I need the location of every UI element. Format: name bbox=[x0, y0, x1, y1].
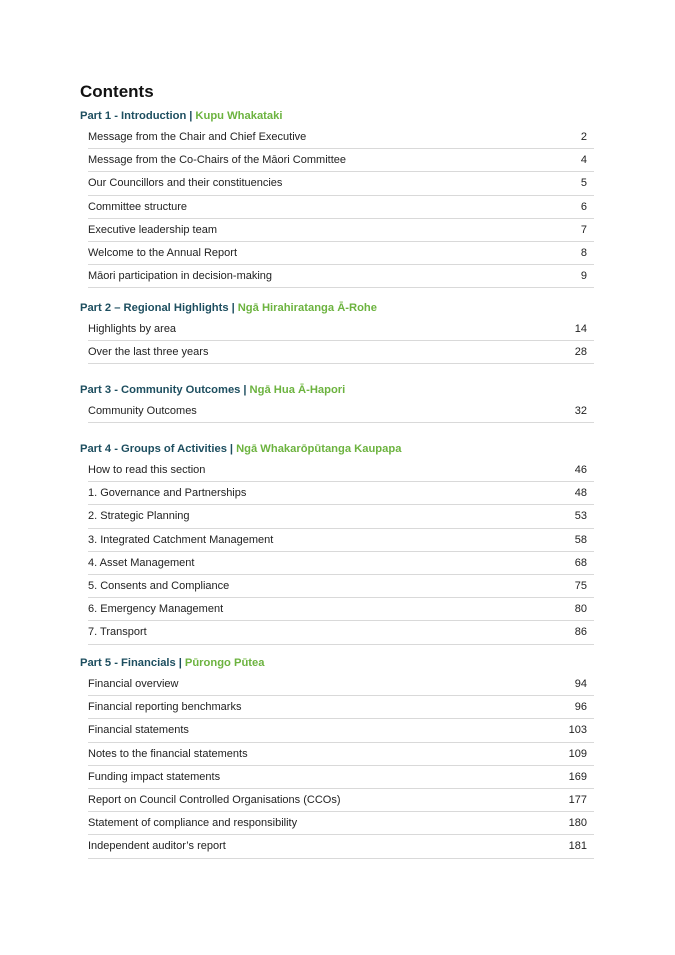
section-heading-maori: Ngā Hirahiratanga Ā-Rohe bbox=[237, 302, 377, 314]
toc-entry-label: 4. Asset Management bbox=[88, 556, 195, 569]
toc-entry[interactable] bbox=[88, 265, 594, 288]
toc-entry-label: Māori participation in decision-making bbox=[88, 270, 273, 283]
section-heading-maori: Pūrongo Pūtea bbox=[184, 657, 265, 669]
toc-entry[interactable] bbox=[88, 598, 594, 621]
section-heading bbox=[80, 380, 594, 400]
section-heading-english: Part 4 - Groups of Activities bbox=[80, 443, 227, 455]
section-heading bbox=[80, 653, 594, 673]
toc-entry-label: Message from the Chair and Chief Executive bbox=[88, 131, 307, 143]
toc-entry[interactable] bbox=[88, 242, 594, 265]
toc-entry[interactable] bbox=[88, 459, 594, 482]
toc-entry-label: Financial overview bbox=[88, 678, 179, 690]
toc-entry[interactable] bbox=[88, 696, 594, 719]
toc-entry-label: Over the last three years bbox=[88, 346, 209, 359]
toc-entry-label: Message from the Co-Chairs of the Māori Committee bbox=[88, 154, 346, 167]
toc-entry-page-number: 28 bbox=[574, 346, 587, 359]
toc-entry-label: Executive leadership team bbox=[88, 223, 218, 236]
toc-entry-label: Report on Council Controlled Organisations (CCOs) bbox=[88, 793, 341, 806]
heading-separator: | bbox=[178, 657, 182, 669]
toc-section bbox=[80, 653, 594, 859]
toc-entry[interactable] bbox=[88, 835, 594, 858]
toc-entry-page-number: 86 bbox=[574, 626, 587, 639]
toc-entry-label: Highlights by area bbox=[88, 323, 177, 335]
toc-entry-label: 5. Consents and Compliance bbox=[88, 579, 230, 592]
toc-entry[interactable] bbox=[88, 743, 594, 766]
toc-entry-page-number: 2 bbox=[580, 131, 587, 143]
toc-entry-page-number: 169 bbox=[568, 770, 587, 783]
toc-entry-label: 3. Integrated Catchment Management bbox=[88, 533, 274, 546]
toc-entry[interactable] bbox=[88, 400, 594, 423]
toc-entry-page-number: 6 bbox=[580, 200, 587, 213]
toc-entry-label: 2. Strategic Planning bbox=[88, 510, 190, 523]
section-heading-maori: Ngā Whakarōpūtanga Kaupapa bbox=[236, 443, 402, 455]
toc-entry-page-number: 75 bbox=[574, 579, 587, 592]
toc-entry[interactable] bbox=[88, 149, 594, 172]
toc-entry[interactable] bbox=[88, 673, 594, 696]
toc-section bbox=[80, 380, 594, 423]
toc-entry[interactable] bbox=[88, 219, 594, 242]
toc-entry[interactable] bbox=[88, 719, 594, 742]
section-heading-english: Part 1 - Introduction bbox=[80, 110, 187, 122]
toc-entry-label: Community Outcomes bbox=[88, 405, 197, 417]
toc-entry-page-number: 80 bbox=[574, 603, 587, 616]
toc-entry[interactable] bbox=[88, 789, 594, 812]
toc-entry-page-number: 46 bbox=[574, 464, 587, 476]
toc-entry[interactable] bbox=[88, 552, 594, 575]
section-heading-english: Part 3 - Community Outcomes bbox=[80, 384, 241, 396]
section-heading bbox=[80, 439, 594, 459]
toc-entry-page-number: 8 bbox=[580, 246, 587, 259]
toc-entry[interactable] bbox=[88, 575, 594, 598]
toc-entry-label: Financial statements bbox=[88, 724, 189, 737]
toc-entry-page-number: 94 bbox=[574, 678, 587, 690]
toc-entry[interactable] bbox=[88, 341, 594, 364]
heading-separator: | bbox=[231, 302, 235, 314]
toc-entry-page-number: 181 bbox=[568, 840, 587, 853]
toc-entry-page-number: 48 bbox=[574, 487, 587, 500]
toc-entry-label: Statement of compliance and responsibility bbox=[88, 817, 298, 830]
toc-section bbox=[80, 439, 594, 645]
toc-entry[interactable] bbox=[88, 621, 594, 644]
toc-section bbox=[80, 106, 594, 288]
section-heading bbox=[80, 106, 594, 126]
toc-entry-page-number: 96 bbox=[574, 701, 587, 714]
toc-entry[interactable] bbox=[88, 318, 594, 341]
toc-entry[interactable] bbox=[88, 196, 594, 219]
section-heading bbox=[80, 298, 594, 318]
toc-entry-label: 7. Transport bbox=[88, 626, 147, 639]
toc-entry[interactable] bbox=[88, 529, 594, 552]
heading-separator: | bbox=[229, 443, 234, 455]
toc-entry-page-number: 4 bbox=[580, 154, 587, 167]
toc-entry-page-number: 58 bbox=[574, 533, 587, 546]
toc-entry-page-number: 32 bbox=[574, 405, 587, 417]
toc-entry-label: Financial reporting benchmarks bbox=[88, 701, 242, 714]
toc-entry-label: 1. Governance and Partnerships bbox=[88, 487, 247, 500]
toc-entry-page-number: 177 bbox=[568, 793, 587, 806]
toc-entry-page-number: 5 bbox=[580, 177, 587, 190]
toc-section bbox=[80, 298, 594, 364]
toc-entry[interactable] bbox=[88, 126, 594, 149]
toc-entry[interactable] bbox=[88, 766, 594, 789]
toc-entry-label: Our Councillors and their constituencies bbox=[88, 177, 283, 190]
toc-entry[interactable] bbox=[88, 812, 594, 835]
section-heading-maori: Kupu Whakataki bbox=[195, 110, 283, 122]
toc-entry-page-number: 9 bbox=[580, 270, 587, 283]
toc-entry-page-number: 180 bbox=[568, 817, 587, 830]
page-title: Contents bbox=[80, 82, 154, 101]
toc-entry-label: 6. Emergency Management bbox=[88, 603, 224, 616]
toc-entry-page-number: 7 bbox=[580, 223, 587, 236]
toc-entry-label: How to read this section bbox=[88, 464, 206, 476]
heading-separator: | bbox=[189, 110, 193, 122]
section-heading-english: Part 5 - Financials bbox=[80, 657, 176, 669]
toc-entry[interactable] bbox=[88, 172, 594, 195]
section-heading-english: Part 2 – Regional Highlights bbox=[80, 302, 229, 314]
toc-entry-page-number: 68 bbox=[574, 556, 587, 569]
toc-entry-label: Welcome to the Annual Report bbox=[88, 246, 237, 259]
toc-entry-page-number: 103 bbox=[568, 724, 587, 737]
toc-entry-label: Notes to the financial statements bbox=[88, 747, 248, 760]
toc-entry-page-number: 14 bbox=[574, 323, 587, 335]
toc-entry-page-number: 53 bbox=[574, 510, 587, 523]
toc-entry-label: Independent auditor’s report bbox=[88, 840, 226, 853]
section-heading-maori: Ngā Hua Ā-Hapori bbox=[249, 384, 346, 396]
toc-entry-label: Funding impact statements bbox=[88, 770, 221, 783]
toc-entry-page-number: 109 bbox=[568, 747, 587, 760]
toc-entry[interactable] bbox=[88, 505, 594, 528]
heading-separator: | bbox=[243, 384, 247, 396]
toc-entry-label: Committee structure bbox=[88, 200, 188, 213]
toc-entry[interactable] bbox=[88, 482, 594, 505]
